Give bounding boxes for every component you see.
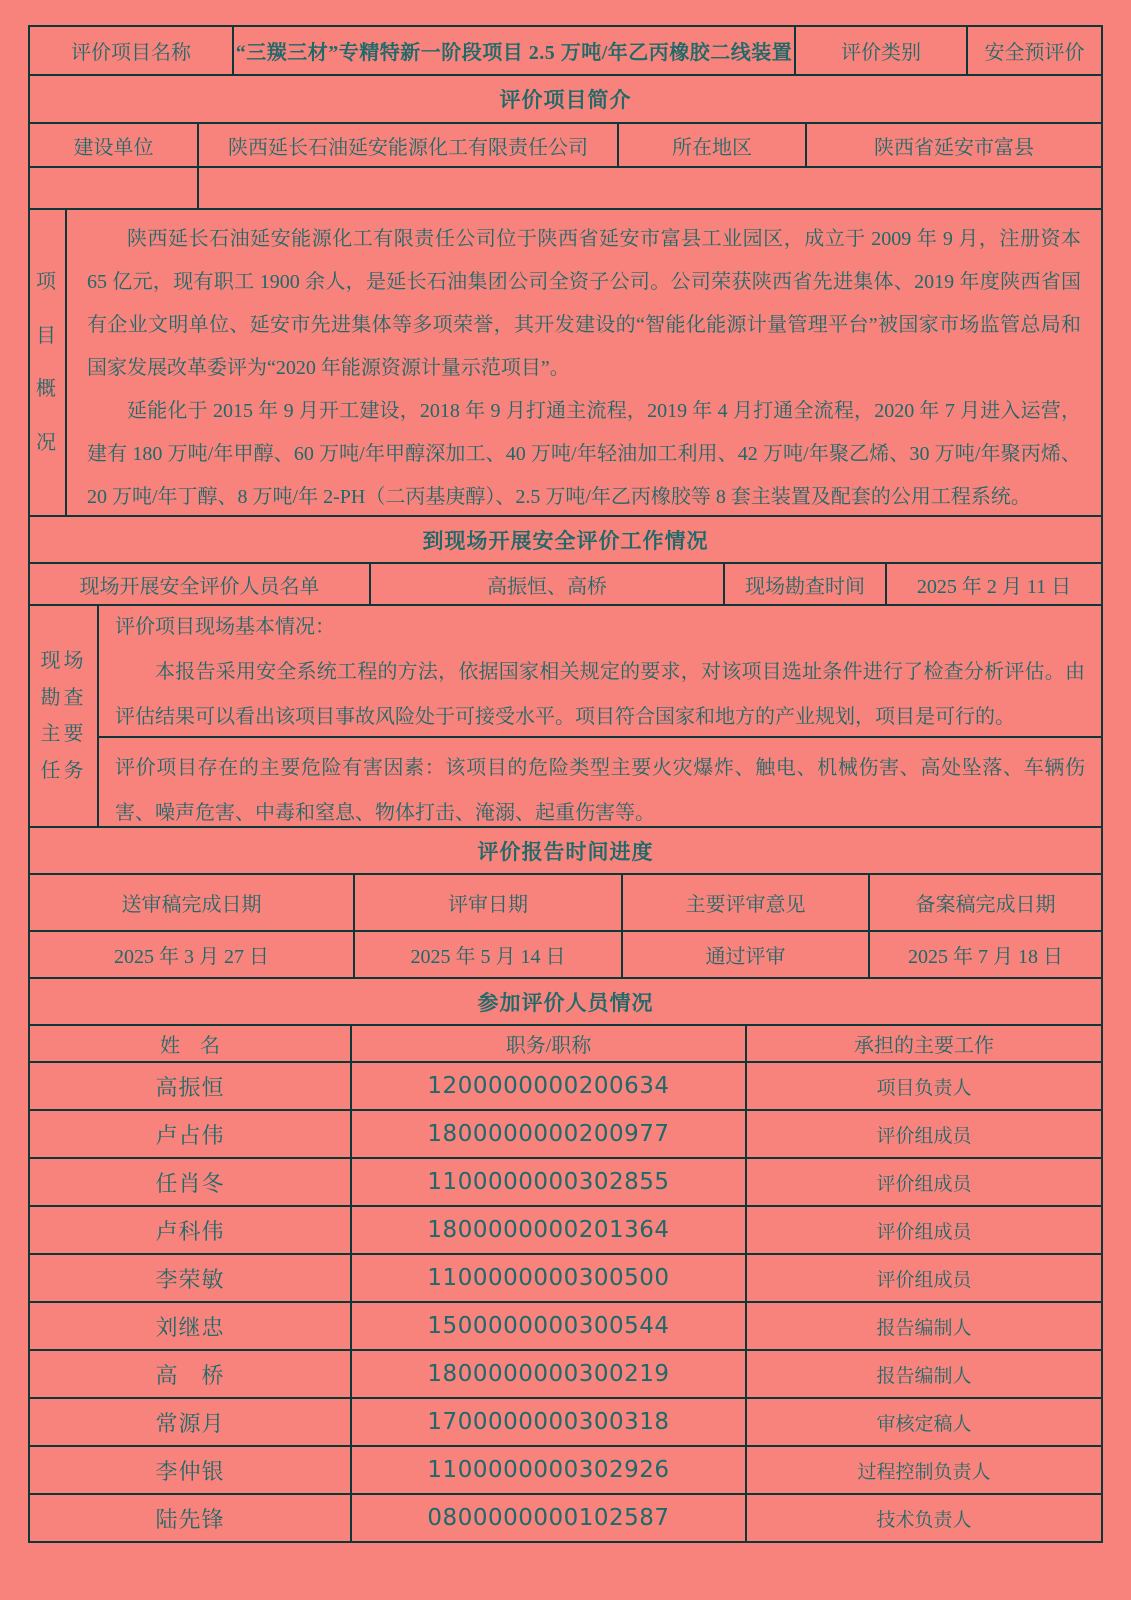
- project-name-value: “三羰三材”专精特新一阶段项目 2.5 万吨/年乙丙橡胶二线装置: [232, 27, 794, 74]
- site-basic-info-body: 本报告采用安全系统工程的方法，依据国家相关规定的要求，对该项目选址条件进行了检查分析评估。由评估结果可以看出该项目事故风险处于可接受水平。项目符合国家和地方的产业规划，项目是可行的。: [115, 660, 1085, 728]
- participants-header-work: 承担的主要工作: [745, 1026, 1101, 1061]
- participant-id: 1100000000302926: [350, 1447, 745, 1493]
- survey-task-vertical-label: [30, 606, 97, 826]
- form-row-builder: [30, 122, 1101, 166]
- timeline-header-draft: 送审稿完成日期: [121, 894, 262, 916]
- participant-id: 1200000000200634: [350, 1063, 745, 1109]
- form-row-project-title: [30, 27, 1101, 74]
- participant-name: 李荣敏: [155, 1266, 225, 1292]
- builder-label: 建设单位: [73, 136, 154, 159]
- survey-task-label-line: 勘查: [40, 686, 87, 709]
- participant-row: [30, 1397, 1101, 1445]
- timeline-value-record: 2025 年 7 月 18 日: [868, 932, 1101, 977]
- timeline-header-record: 备案稿完成日期: [868, 875, 1101, 930]
- participant-row: [30, 1493, 1101, 1541]
- overview-paragraph-1: 陕西延长石油延安能源化工有限责任公司位于陕西省延安市富县工业园区，成立于 2009 年 9 月，注册资本 65 亿元，现有职工 1900 余人，是延长石油集团公司全资子公司。公司荣获陕西省先进集体、2019 年度陕西省国有企业文明单位、延安市先进集体等多项荣誉，其开发建设的“智能化能源计量管理平台”被国家市场监管总局和国家发展改革委评为“2020 年能源资源计量示范项目”。: [87, 228, 1081, 379]
- overview-label-char: 概: [36, 378, 59, 401]
- form-row-timeline-header: [30, 826, 1101, 873]
- staff-list-label: 现场开展安全评价人员名单: [79, 575, 320, 598]
- survey-task-label-line: 任务: [40, 760, 87, 783]
- survey-task-content: [97, 606, 1101, 826]
- form-row-empty: [30, 166, 1101, 208]
- participant-row: [30, 1205, 1101, 1253]
- participant-name: 卢占伟: [155, 1122, 225, 1148]
- participant-role: 报告编制人: [745, 1303, 1101, 1349]
- section-title-site-work: 到现场开展安全评价工作情况: [422, 528, 709, 553]
- overview-label-char: 项: [36, 270, 59, 293]
- site-basic-info-title: 评价项目现场基本情况：: [115, 615, 335, 638]
- form-row-overview: [30, 208, 1101, 515]
- timeline-header-opinion: 主要评审意见: [621, 875, 868, 930]
- form-row-intro-header: [30, 74, 1101, 122]
- main-hazards-cell: [99, 738, 1101, 827]
- form-row-survey-tasks: [30, 604, 1101, 826]
- participant-id: 1800000000300219: [350, 1351, 745, 1397]
- survey-time-value: 2025 年 2 月 11 日: [885, 564, 1101, 604]
- staff-list-value: 高振恒、高桥: [369, 564, 723, 604]
- timeline-header-review-date: 评审日期: [353, 875, 621, 930]
- project-name-label: 评价项目名称: [71, 42, 191, 64]
- participant-id: 1500000000300544: [350, 1303, 745, 1349]
- participant-name: 常源月: [155, 1410, 225, 1436]
- participant-role: 评价组成员: [745, 1159, 1101, 1205]
- builder-value: 陕西延长石油延安能源化工有限责任公司: [197, 124, 617, 166]
- evaluation-type-value: 安全预评价: [966, 27, 1101, 74]
- form-row-sitework-header: [30, 515, 1101, 562]
- overview-text-cell: [65, 210, 1101, 515]
- participant-role: 评价组成员: [745, 1207, 1101, 1253]
- participant-row: [30, 1109, 1101, 1157]
- section-title-participants: 参加评价人员情况: [477, 990, 654, 1015]
- participant-row: [30, 1301, 1101, 1349]
- survey-task-label-line: 现场: [40, 649, 87, 672]
- timeline-value-draft: 2025 年 3 月 27 日: [114, 946, 269, 968]
- evaluation-form-table: [28, 25, 1103, 1543]
- participant-row: [30, 1445, 1101, 1493]
- participant-id: 1100000000300500: [350, 1255, 745, 1301]
- participant-row: [30, 1349, 1101, 1397]
- empty-cell-left: [30, 168, 197, 208]
- participant-role: 过程控制负责人: [745, 1447, 1101, 1493]
- evaluation-type-label: 评价类别: [794, 27, 966, 74]
- participant-name: 刘继忠: [155, 1314, 225, 1340]
- participant-name: 高 桥: [155, 1362, 225, 1388]
- overview-paragraph-2: 延能化于 2015 年 9 月开工建设，2018 年 9 月打通主流程，2019 年 4 月打通全流程，2020 年 7 月进入运营，建有 180 万吨/年甲醇、60 万吨/年甲醇深加工、40 万吨/年轻油加工利用、42 万吨/年聚乙烯、30 万吨/年聚丙烯、20 万吨/年丁醇、8 万吨/年 2-PH（二丙基庚醇）、2.5 万吨/年乙丙橡胶等 8 套主装置及配套的公用工程系统。: [87, 400, 1081, 508]
- participant-name: 高振恒: [155, 1074, 225, 1100]
- participant-id: 1800000000200977: [350, 1111, 745, 1157]
- participants-header-name: 姓 名: [160, 1035, 220, 1057]
- participant-id: 0800000000102587: [350, 1495, 745, 1541]
- overview-label-char: 目: [36, 324, 59, 347]
- participant-role: 技术负责人: [745, 1495, 1101, 1541]
- participant-row: [30, 1061, 1101, 1109]
- participant-row: [30, 1157, 1101, 1205]
- participant-role: 评价组成员: [745, 1111, 1101, 1157]
- participant-role: 报告编制人: [745, 1351, 1101, 1397]
- participant-row: [30, 1253, 1101, 1301]
- participant-id: 1700000000300318: [350, 1399, 745, 1445]
- participant-role: 审核定稿人: [745, 1399, 1101, 1445]
- participant-id: 1800000000201364: [350, 1207, 745, 1253]
- form-row-timeline-cols: [30, 873, 1101, 930]
- participant-name: 任肖冬: [155, 1170, 225, 1196]
- site-basic-info-cell: [99, 606, 1101, 738]
- participant-name: 陆先锋: [155, 1506, 225, 1532]
- participants-header-title: 职务/职称: [350, 1026, 745, 1061]
- participant-role: 评价组成员: [745, 1255, 1101, 1301]
- form-row-participants-header: [30, 977, 1101, 1024]
- section-title-report-timeline: 评价报告时间进度: [477, 839, 654, 864]
- survey-task-label-line: 主要: [40, 723, 87, 746]
- participant-role: 项目负责人: [745, 1063, 1101, 1109]
- overview-vertical-label: [30, 210, 65, 515]
- section-title-project-intro: 评价项目简介: [499, 88, 632, 112]
- form-row-participants-cols: [30, 1024, 1101, 1061]
- participant-id: 1100000000302855: [350, 1159, 745, 1205]
- timeline-value-opinion: 通过评审: [621, 932, 868, 977]
- empty-cell-right: [197, 168, 1101, 208]
- participant-name: 李仲银: [155, 1458, 225, 1484]
- survey-time-label: 现场勘查时间: [723, 564, 885, 604]
- overview-label-char: 况: [36, 432, 59, 455]
- region-label: 所在地区: [617, 124, 805, 166]
- main-hazards-text: 评价项目存在的主要危险有害因素：该项目的危险类型主要火灾爆炸、触电、机械伤害、高处坠落、车辆伤害、噪声危害、中毒和窒息、物体打击、淹溺、起重伤害等。: [115, 756, 1085, 824]
- region-value: 陕西省延安市富县: [805, 124, 1101, 166]
- form-row-staff: [30, 562, 1101, 604]
- participant-name: 卢科伟: [155, 1218, 225, 1244]
- timeline-value-review-date: 2025 年 5 月 14 日: [353, 932, 621, 977]
- form-row-timeline-values: [30, 930, 1101, 977]
